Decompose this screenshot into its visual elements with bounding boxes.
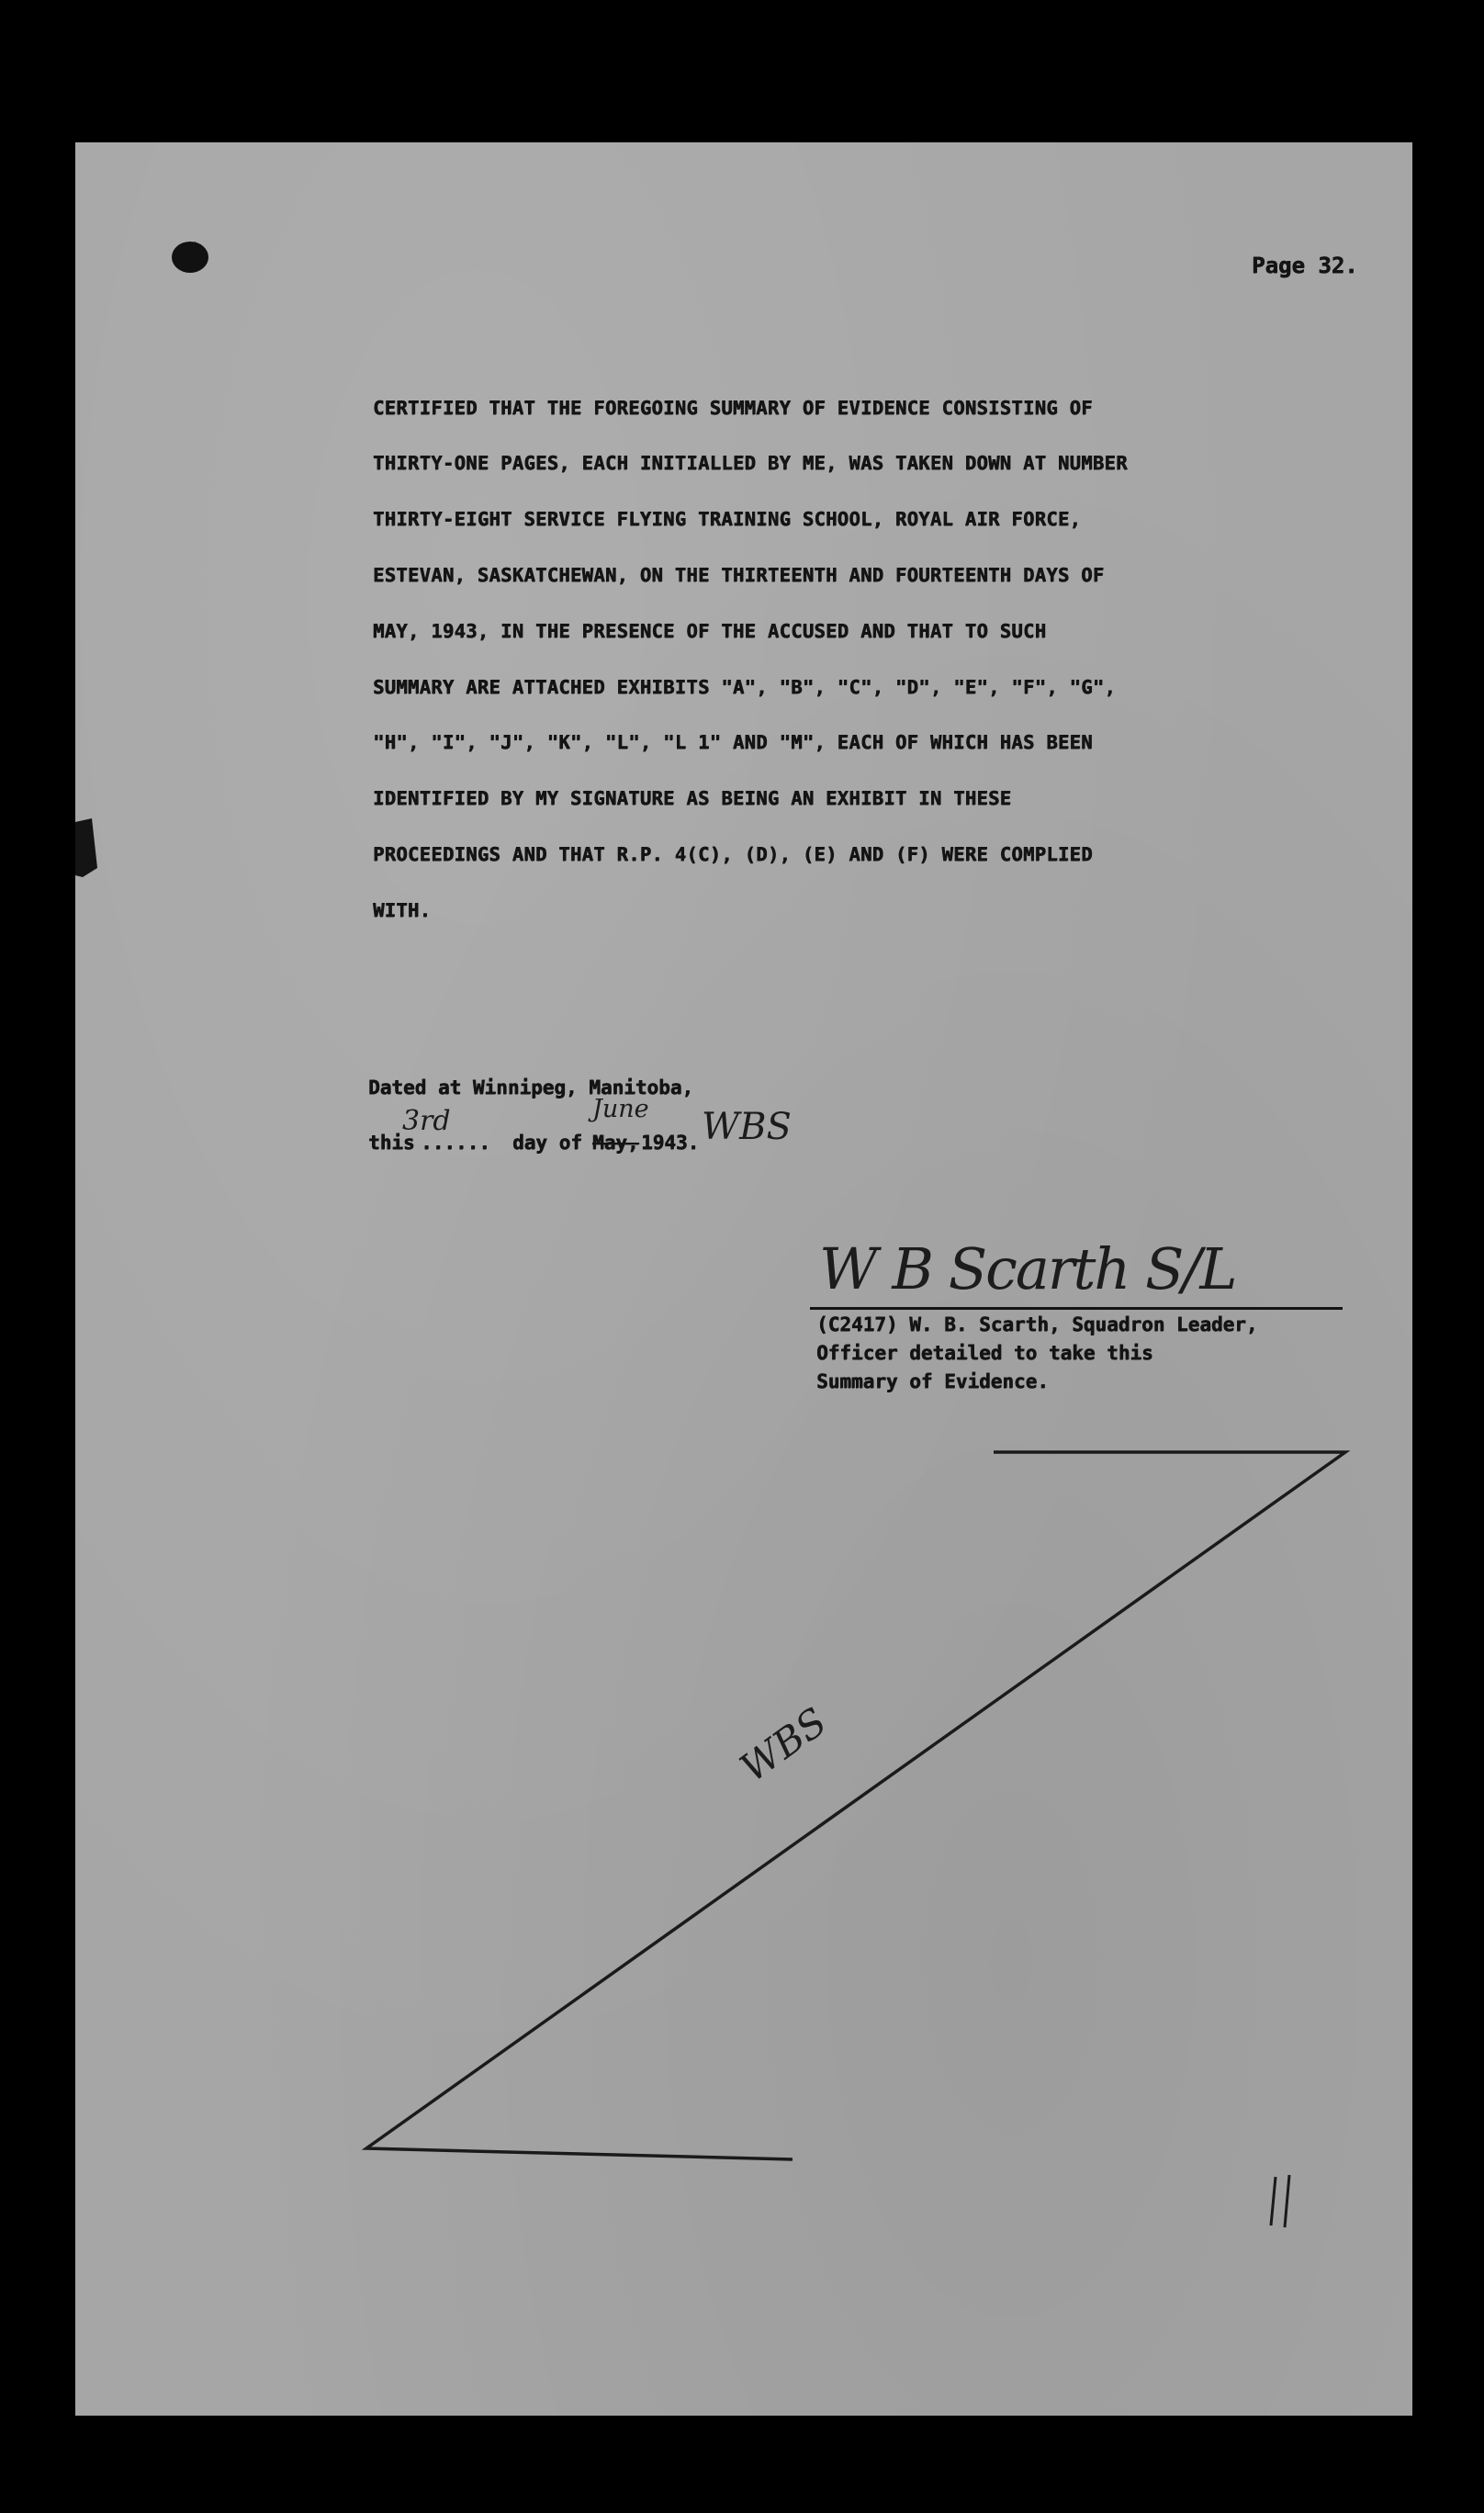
certification-line-4: ESTEVAN, SASKATCHEWAN, ON THE THIRTEENTH AND FOURTEENTH DAYS OF xyxy=(373,564,1105,586)
handwritten-day: 3rd xyxy=(402,1105,451,1137)
handwritten-initials: WBS xyxy=(702,1106,792,1148)
signatory-line-2: Officer detailed to take this xyxy=(816,1342,1153,1364)
dated-this-word: this xyxy=(368,1132,415,1154)
corner-mark xyxy=(1265,2174,1266,2175)
ink-blot-edge xyxy=(179,242,201,271)
cancellation-z-line xyxy=(366,1452,1345,2159)
signature-rule xyxy=(810,1307,1343,1310)
dated-year: 1943. xyxy=(641,1132,700,1154)
document-page xyxy=(75,142,1412,2416)
dated-day-of: day of xyxy=(512,1132,582,1154)
certification-line-7: "H", "I", "J", "K", "L", "L 1" AND "M", EACH OF WHICH HAS BEEN xyxy=(373,731,1093,753)
struck-month: May, xyxy=(592,1132,639,1154)
signatory-line-1: (C2417) W. B. Scarth, Squadron Leader, xyxy=(816,1313,1258,1335)
dated-dots: ...... xyxy=(421,1132,490,1154)
corner-mark-stroke-2 xyxy=(1285,2175,1289,2227)
left-edge-mark xyxy=(75,818,97,877)
dated-place-line: Dated at Winnipeg, Manitoba, xyxy=(368,1076,694,1099)
diagonal-initials: WBS xyxy=(732,1698,835,1791)
certification-line-3: THIRTY-EIGHT SERVICE FLYING TRAINING SCHOOL, ROYAL AIR FORCE, xyxy=(373,508,1082,530)
signatory-line-3: Summary of Evidence. xyxy=(816,1370,1049,1392)
certification-line-6: SUMMARY ARE ATTACHED EXHIBITS "A", "B", "C", "D", "E", "F", "G", xyxy=(373,676,1117,698)
page-number: Page 32. xyxy=(1252,253,1358,278)
ink-blot xyxy=(172,242,208,273)
corner-mark-stroke-1 xyxy=(1271,2177,1276,2226)
signature: W B Scarth S/L xyxy=(819,1235,1236,1302)
certification-line-9: PROCEEDINGS AND THAT R.P. 4(C), (D), (E) AND (F) WERE COMPLIED xyxy=(373,843,1093,865)
certification-line-8: IDENTIFIED BY MY SIGNATURE AS BEING AN EXHIBIT IN THESE xyxy=(373,787,1012,809)
certification-line-5: MAY, 1943, IN THE PRESENCE OF THE ACCUSED AND THAT TO SUCH xyxy=(373,620,1047,642)
handwritten-month: June xyxy=(592,1095,649,1123)
certification-line-1: CERTIFIED THAT THE FOREGOING SUMMARY OF EVIDENCE CONSISTING OF xyxy=(373,397,1093,419)
certification-line-2: THIRTY-ONE PAGES, EACH INITIALLED BY ME, WAS TAKEN DOWN AT NUMBER xyxy=(373,452,1128,474)
certification-line-10: WITH. xyxy=(373,899,432,921)
